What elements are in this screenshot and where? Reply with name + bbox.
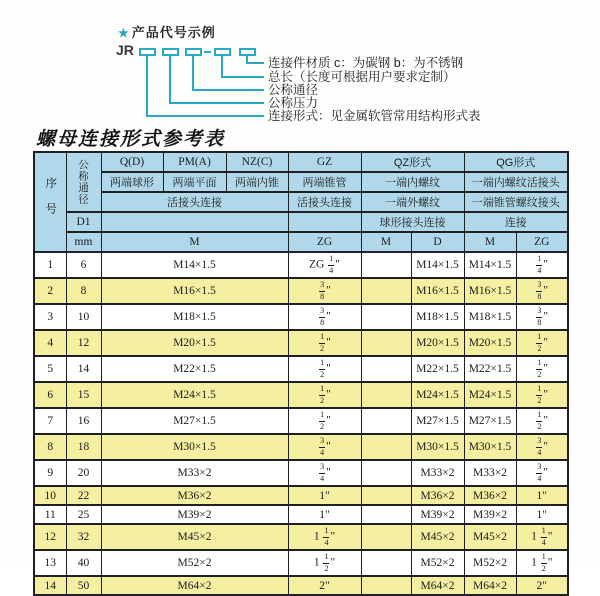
cell-qz-d: M52×2 [411, 550, 464, 576]
cell-qg-m: M18×1.5 [464, 304, 516, 330]
cell-serial: 9 [34, 460, 66, 486]
cell-zg: $\frac{3}{4}$ " [288, 460, 361, 486]
table-row [34, 278, 568, 304]
cell-qz-m [361, 278, 411, 304]
table-row [34, 505, 568, 524]
cell-serial: 12 [34, 524, 66, 550]
cell-qz-m [361, 434, 411, 460]
cell-qg-zg: $\frac{3}{4}$ " [516, 460, 568, 486]
cell-m: M18×1.5 [101, 304, 288, 330]
cell-qg-zg: $\frac{3}{8}$ " [516, 278, 568, 304]
cell-m: M20×1.5 [101, 330, 288, 356]
cell-qz-d: M22×1.5 [411, 356, 464, 382]
cell-qg-m: M64×2 [464, 576, 516, 595]
connector-line [169, 56, 171, 104]
cell-qg-zg: $\frac{3}{8}$ " [516, 304, 568, 330]
cell-zg: $\frac{3}{8}$ " [288, 304, 361, 330]
cell-dn: 8 [66, 278, 101, 304]
cell-zg: 1 $\frac{1}{4}$ " [288, 524, 361, 550]
cell-qg-zg: $\frac{1}{2}$ " [516, 408, 568, 434]
cell-qz-m [361, 550, 411, 576]
connector-line [221, 56, 223, 78]
cell-qg-zg: 1 $\frac{1}{2}$ " [516, 550, 568, 576]
cell-zg: $\frac{1}{2}$ " [288, 356, 361, 382]
cell-serial: 8 [34, 434, 66, 460]
cell-qg-m: M45×2 [464, 524, 516, 550]
cell-m: M27×1.5 [101, 408, 288, 434]
cell-dn: 18 [66, 434, 101, 460]
cell-qz-m [361, 330, 411, 356]
header-union-connection: 活接头连接 [101, 192, 288, 212]
table-row [34, 434, 568, 460]
cell-dn: 14 [66, 356, 101, 382]
cell-m: M52×2 [101, 550, 288, 576]
header-gz-ends: 两端锥管 [288, 172, 361, 192]
table-row [34, 304, 568, 330]
header-nz-ends: 两端内锥 [226, 172, 288, 192]
cell-qz-m [361, 505, 411, 524]
cell-zg: ZG $\frac{1}{4}$ " [288, 252, 361, 278]
cell-dn: 32 [66, 524, 101, 550]
cell-qz-m [361, 356, 411, 382]
cell-qz-m [361, 524, 411, 550]
cell-zg: 1" [288, 505, 361, 524]
cell-dn: 15 [66, 382, 101, 408]
cell-zg: $\frac{3}{8}$ " [288, 278, 361, 304]
cell-qg-m: M52×2 [464, 550, 516, 576]
header-qg-unit-zg: ZG [516, 232, 568, 252]
header-qz-row4: 球形接头连接 [361, 212, 464, 232]
cell-dn: 22 [66, 486, 101, 505]
cell-qz-m [361, 576, 411, 595]
cell-qg-zg: 1 $\frac{1}{4}$ " [516, 524, 568, 550]
cell-dn: 16 [66, 408, 101, 434]
header-qz-unit-m: M [361, 232, 411, 252]
header-qg-row4: 连接 [464, 212, 568, 232]
cell-serial: 11 [34, 505, 66, 524]
header-d1: D1 [66, 212, 101, 232]
cell-qg-m: M24×1.5 [464, 382, 516, 408]
cell-qg-m: M33×2 [464, 460, 516, 486]
header-pm-code: PM(A) [163, 152, 226, 172]
cell-qz-d: M27×1.5 [411, 408, 464, 434]
header-qz-row3: 一端外螺纹 [361, 192, 464, 212]
cell-qg-zg: $\frac{1}{4}$ " [516, 252, 568, 278]
diagram-heading-text: 产品代号示例 [131, 25, 216, 40]
diagram-heading [118, 22, 216, 41]
cell-qg-zg: 1" [516, 505, 568, 524]
cell-serial: 3 [34, 304, 66, 330]
cell-zg: $\frac{3}{4}$ " [288, 434, 361, 460]
header-serial: 序号 [34, 152, 66, 252]
header-qg-row2: 一端内螺纹活接头 [464, 172, 568, 192]
table-row [34, 356, 568, 382]
cell-qg-zg: $\frac{1}{2}$ " [516, 382, 568, 408]
cell-dn: 25 [66, 505, 101, 524]
cell-qg-zg: $\frac{3}{4}$ " [516, 434, 568, 460]
code-label-length: 总长（长度可根据用户要求定制） [268, 70, 456, 84]
star-icon: ★ [118, 26, 130, 40]
code-box-1 [139, 48, 156, 56]
cell-qz-d: M36×2 [411, 486, 464, 505]
header-empty-left [101, 212, 288, 232]
table-row [34, 550, 568, 576]
cell-m: M36×2 [101, 486, 288, 505]
cell-qg-zg: $\frac{1}{2}$ " [516, 356, 568, 382]
cell-zg: $\frac{1}{2}$ " [288, 330, 361, 356]
cell-dn: 10 [66, 304, 101, 330]
cell-qg-m: M16×1.5 [464, 278, 516, 304]
reference-table [33, 151, 569, 596]
cell-qg-zg: $\frac{1}{2}$ " [516, 330, 568, 356]
cell-zg: 1 $\frac{1}{2}$ " [288, 550, 361, 576]
cell-qz-m [361, 460, 411, 486]
cell-qg-m: M20×1.5 [464, 330, 516, 356]
cell-qz-d: M39×2 [411, 505, 464, 524]
cell-qz-d: M14×1.5 [411, 252, 464, 278]
cell-qz-m [361, 408, 411, 434]
cell-dn: 20 [66, 460, 101, 486]
header-qz-row2: 一端内螺纹 [361, 172, 464, 192]
cell-serial: 14 [34, 576, 66, 595]
header-nz-code: NZ(C) [226, 152, 288, 172]
cell-m: M30×1.5 [101, 434, 288, 460]
cell-serial: 7 [34, 408, 66, 434]
cell-qg-m: M27×1.5 [464, 408, 516, 434]
cell-dn: 50 [66, 576, 101, 595]
cell-serial: 2 [34, 278, 66, 304]
header-empty-gz [288, 212, 361, 232]
table-row [34, 460, 568, 486]
cell-qg-m: M14×1.5 [464, 252, 516, 278]
header-qz-title: QZ形式 [361, 152, 464, 172]
cell-qz-d: M33×2 [411, 460, 464, 486]
cell-qz-d: M30×1.5 [411, 434, 464, 460]
cell-zg: $\frac{1}{2}$ " [288, 408, 361, 434]
header-diameter: 公称通径 [66, 152, 101, 212]
cell-serial: 13 [34, 550, 66, 576]
cell-dn: 12 [66, 330, 101, 356]
cell-m: M14×1.5 [101, 252, 288, 278]
cell-qz-m [361, 486, 411, 505]
cell-m: M64×2 [101, 576, 288, 595]
cell-qg-m: M22×1.5 [464, 356, 516, 382]
cell-serial: 4 [34, 330, 66, 356]
header-mm: mm [66, 232, 101, 252]
cell-zg: $\frac{1}{2}$ " [288, 382, 361, 408]
connector-line [146, 56, 148, 117]
cell-qg-m: M39×2 [464, 505, 516, 524]
cell-zg: 2" [288, 576, 361, 595]
code-label-connection: 连接形式：见金属软管常用结构形式表 [268, 109, 481, 123]
connector-line [192, 89, 264, 91]
connector-line [146, 115, 264, 117]
cell-m: M24×1.5 [101, 382, 288, 408]
header-qg-title: QG形式 [464, 152, 568, 172]
code-label-material: 连接件材质 c：为碳钢 b：为不锈钢 [268, 56, 464, 70]
cell-qz-d: M24×1.5 [411, 382, 464, 408]
cell-qz-d: M20×1.5 [411, 330, 464, 356]
table-body [34, 252, 568, 595]
cell-qz-m [361, 304, 411, 330]
code-box-3 [185, 48, 202, 56]
cell-serial: 1 [34, 252, 66, 278]
cell-dn: 40 [66, 550, 101, 576]
cell-qz-d: M45×2 [411, 524, 464, 550]
header-qg-unit-m: M [464, 232, 516, 252]
connector-line [246, 62, 264, 64]
cell-serial: 6 [34, 382, 66, 408]
table-row [34, 382, 568, 408]
cell-qg-m: M36×2 [464, 486, 516, 505]
cell-m: M33×2 [101, 460, 288, 486]
code-box-5 [239, 48, 256, 56]
header-qz-unit-d: D [411, 232, 464, 252]
table-row [34, 524, 568, 550]
cell-m: M45×2 [101, 524, 288, 550]
cell-m: M16×1.5 [101, 278, 288, 304]
header-qg-row3: 一端锥管螺纹接头 [464, 192, 568, 212]
header-unit-m: M [101, 232, 288, 252]
code-box-2 [162, 48, 179, 56]
cell-qz-d: M16×1.5 [411, 278, 464, 304]
table-row [34, 252, 568, 278]
cell-qz-d: M18×1.5 [411, 304, 464, 330]
cell-dn: 6 [66, 252, 101, 278]
cell-qz-d: M64×2 [411, 576, 464, 595]
cell-m: M22×1.5 [101, 356, 288, 382]
code-box-4 [214, 48, 231, 56]
table-title: 螺母连接形式参考表 [36, 129, 226, 150]
cell-qz-m [361, 252, 411, 278]
cell-zg: 1" [288, 486, 361, 505]
header-gz-row3: 活接头连接 [288, 192, 361, 212]
cell-qz-m [361, 382, 411, 408]
connector-line [221, 76, 264, 78]
code-label-pressure: 公称压力 [268, 96, 319, 110]
table-row [34, 576, 568, 595]
cell-qg-zg: 1" [516, 486, 568, 505]
cell-qg-m: M30×1.5 [464, 434, 516, 460]
connector-line [192, 56, 194, 91]
header-unit-zg: ZG [288, 232, 361, 252]
header-q-ends: 两端球形 [101, 172, 163, 192]
code-dash [204, 51, 211, 53]
table-row [34, 486, 568, 505]
cell-serial: 10 [34, 486, 66, 505]
cell-m: M39×2 [101, 505, 288, 524]
table-row [34, 408, 568, 434]
cell-serial: 5 [34, 356, 66, 382]
header-q-code: Q(D) [101, 152, 163, 172]
table-row [34, 330, 568, 356]
code-label-diameter: 公称通径 [268, 83, 319, 97]
code-prefix: JR [116, 42, 134, 58]
header-gz-code: GZ [288, 152, 361, 172]
cell-qg-zg: 2" [516, 576, 568, 595]
connector-line [169, 102, 264, 104]
header-pm-ends: 两端平面 [163, 172, 226, 192]
